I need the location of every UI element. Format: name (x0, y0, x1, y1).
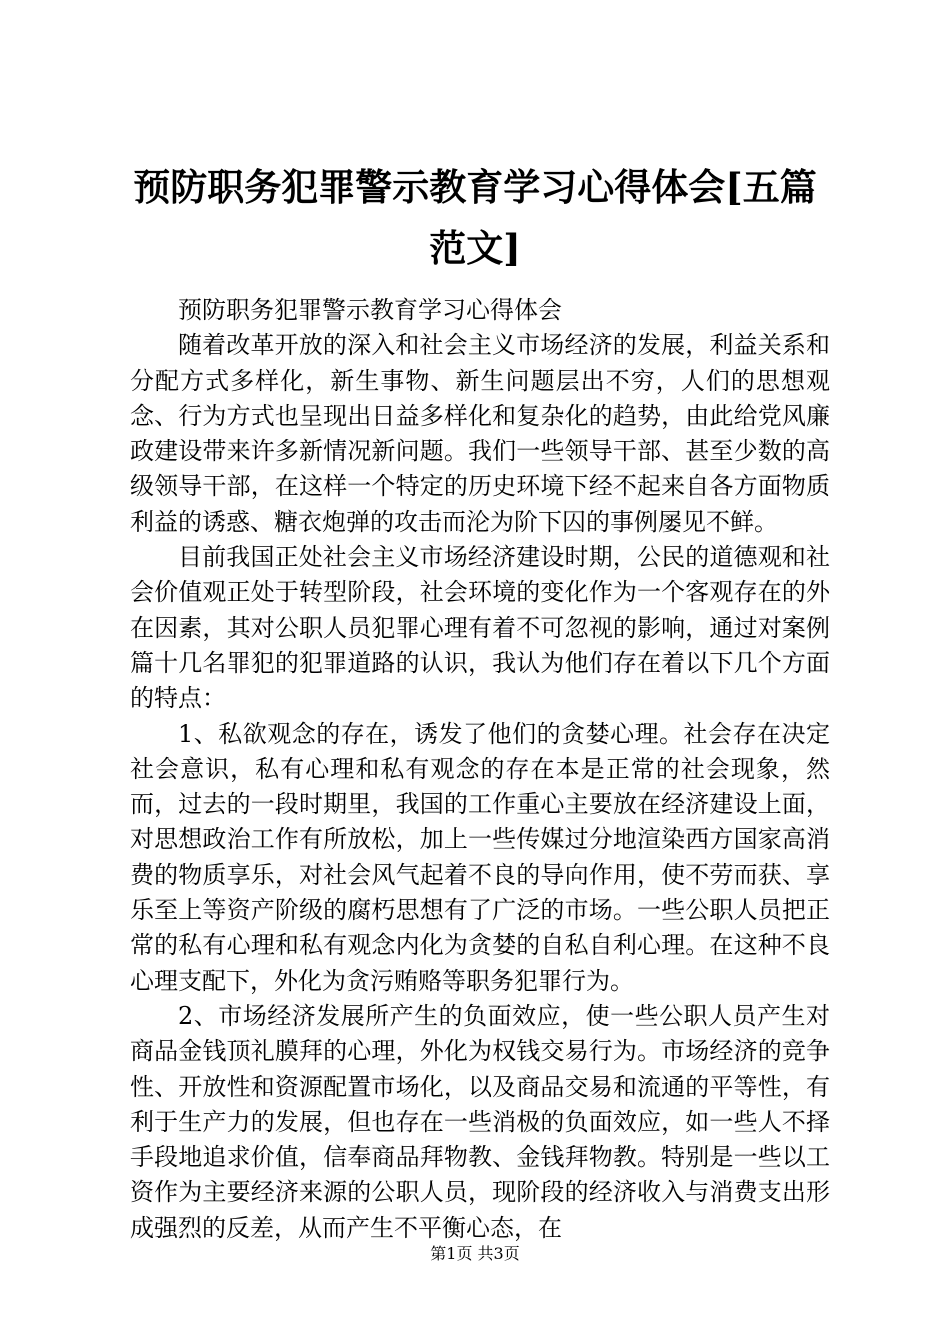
page-footer: 第1页 共3页 (430, 1244, 520, 1263)
paragraph-2: 目前我国正处社会主义市场经济建设时期，公民的道德观和社会价值观正处于转型阶段，社会环境的变化作为一个客观存在的外在因素，其对公职人员犯罪心理有着不可忽视的影响，通过对案例篇十几名罪犯的犯罪道路的认识，我认为他们存在着以下几个方面的特点： (130, 543, 830, 713)
paragraph-3: 1、私欲观念的存在，诱发了他们的贪婪心理。社会存在决定社会意识，私有心理和私有观念的存在本是正常的社会现象，然而，过去的一段时期里，我国的工作重心主要放在经济建设上面，对思想政治工作有所放松，加上一些传媒过分地渲染西方国家高消费的物质享乐，对社会风气起着不良的导向作用，使不劳而获、享乐至上等资产阶级的腐朽思想有了广泛的市场。一些公职人员把正常的私有心理和私有观念内化为贪婪的自私自利心理。在这种不良心理支配下，外化为贪污贿赂等职务犯罪行为。 (130, 719, 830, 995)
paragraph-4: 2、市场经济发展所产生的负面效应，使一些公职人员产生对商品金钱顶礼膜拜的心理，外化为权钱交易行为。市场经济的竞争性、开放性和资源配置市场化，以及商品交易和流通的平等性，有利于生产力的发展，但也存在一些消极的负面效应，如一些人不择手段地追求价值，信奉商品拜物教、金钱拜物教。特别是一些以工资作为主要经济来源的公职人员，现阶段的经济收入与消费支出形成强烈的反差，从而产生不平衡心态，在 (130, 1001, 830, 1242)
document-subtitle: 预防职务犯罪警示教育学习心得体会 (178, 296, 562, 324)
paragraph-1: 随着改革开放的深入和社会主义市场经济的发展，利益关系和分配方式多样化，新生事物、新生问题层出不穷，人们的思想观念、行为方式也呈现出日益多样化和复杂化的趋势，由此给党风廉政建设带来许多新情况新问题。我们一些领导干部、甚至少数的高级领导干部，在这样一个特定的历史环境下经不起来自各方面物质利益的诱惑、糖衣炮弹的攻击而沦为阶下囚的事例屡见不鲜。 (130, 331, 830, 536)
document-title: 预防职务犯罪警示教育学习心得体会[五篇范文] (133, 165, 817, 270)
document-body (130, 293, 830, 1246)
